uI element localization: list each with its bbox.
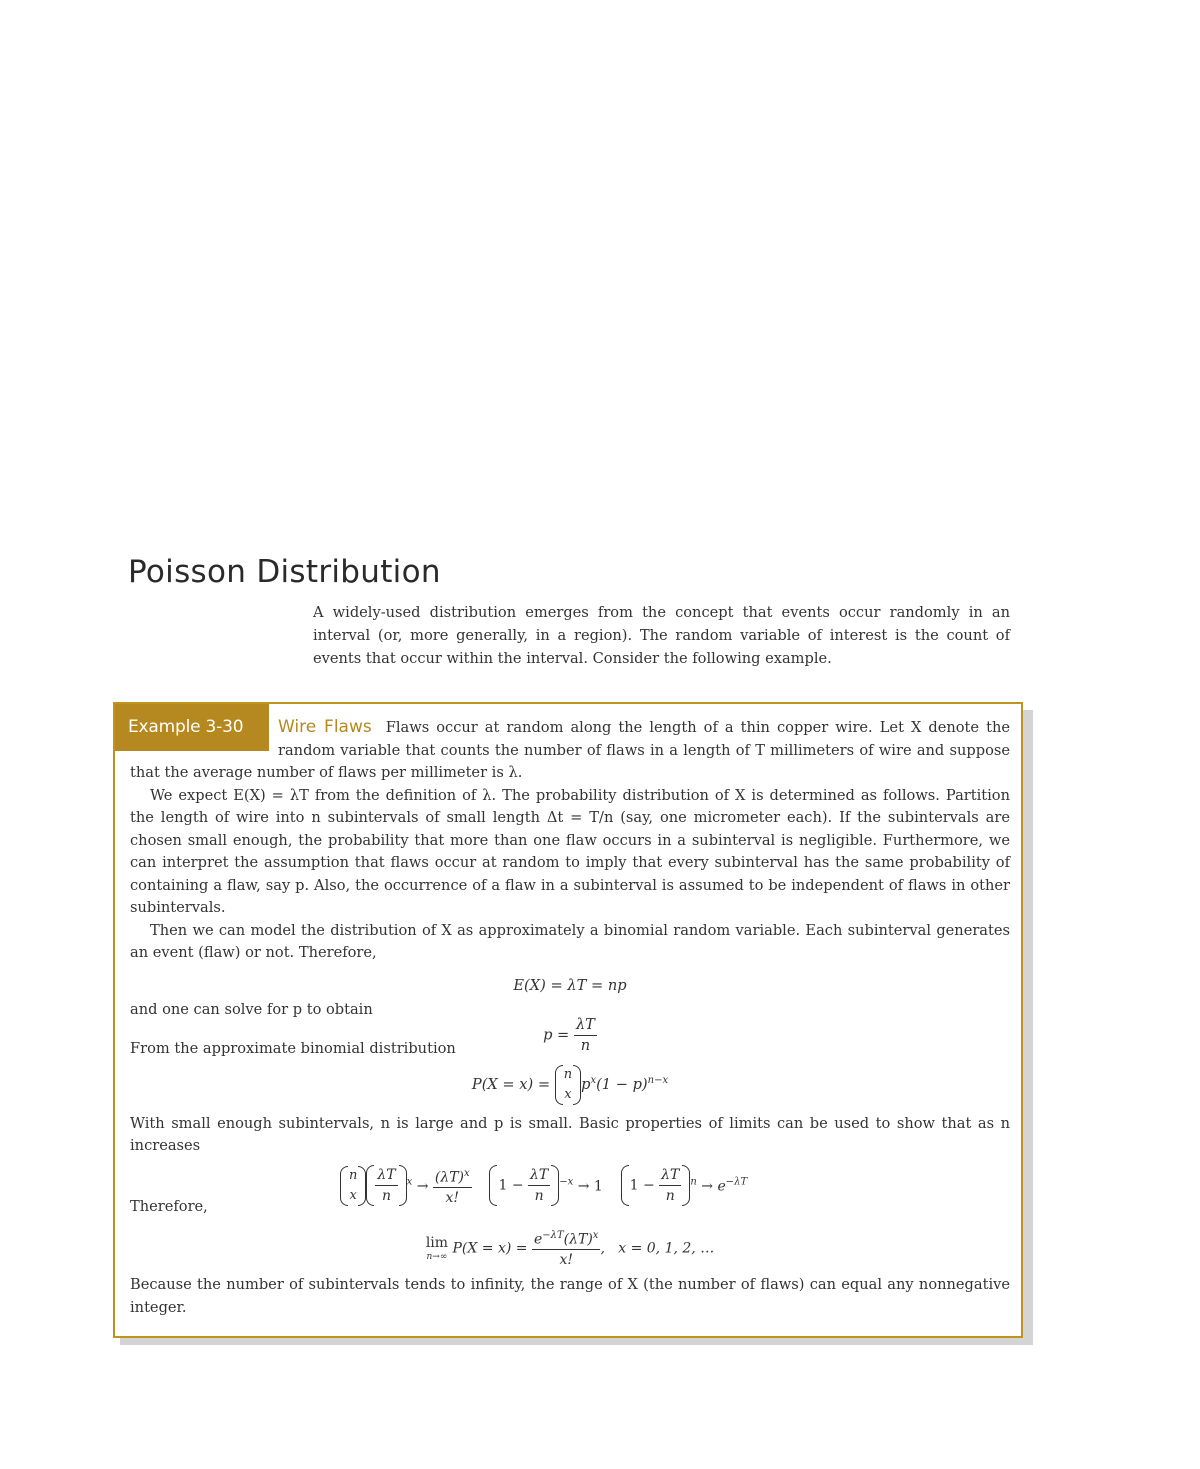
example-paragraph-5: Because the number of subintervals tends to infinity, the range of X (the number of flaws) can equal any nonnegative integer.: [130, 1276, 1010, 1316]
equation-poisson-limit: lim n→∞ P(X = x) = $\frac{e^{-\lambda T}(\lambda T)^x}{x!}$ , x = 0, 1, 2, …: [130, 1226, 1010, 1271]
text-solve-for-p: and one can solve for p to obtain: [130, 1000, 373, 1018]
intro-paragraph: A widely-used distribution emerges from the concept that events occur randomly in an interval (or, more generally, in a region). The random variable of interest is the count of events that occur within the interval. Consider the following example.: [313, 604, 1010, 667]
example-box: [113, 702, 1023, 1338]
example-tab: Example 3-30: [115, 704, 269, 751]
example-paragraph-2: We expect E(X) = λT from the definition of λ. The probability distribution of X is determined as follows. Partition the length of wire into n subintervals of small length Δt = T/n (say, one micrometer each). If the subintervals are chosen small enough, the probability that more than one flaw occurs in a subinterval is negligible. Furthermore, we can interpret the assumption that flaws occur at random to imply that every subinterval has the same probability of containing a flaw, say p. Also, the occurrence of a flaw in a subinterval is assumed to be independent of flaws in other subintervals.: [130, 786, 1010, 916]
example-paragraph-1: Wire Flaws Flaws occur at random along the length of a thin copper wire. Let X denote the random variable that counts the number of flaws in a length of T millimeters of wire and suppose that the average number of flaws per millimeter is λ.: [130, 717, 1010, 781]
example-paragraph-4: With small enough subintervals, n is large and p is small. Basic properties of limits can be used to show that as n increases: [130, 1114, 1010, 1154]
text-therefore: Therefore,: [130, 1197, 208, 1215]
equation-binomial: P(X = x) = n x $p^x(1 - p)^{n-x}$: [130, 1065, 1010, 1105]
example-body: [130, 716, 1010, 1319]
equation-expectation: E(X) = λT = np: [513, 976, 627, 994]
section-heading: Poisson Distribution: [128, 554, 441, 590]
example-title: Wire Flaws: [278, 717, 372, 737]
text-binomial: From the approximate binomial distribution: [130, 1040, 456, 1057]
example-paragraph-3: Then we can model the distribution of X as approximately a binomial random variable. Each subinterval generates an event (flaw) or not. Therefore,: [130, 921, 1010, 961]
equation-limits: n x $\frac{\lambda T}{n}$ $^x$ → $\frac{(\lambda T)^x}{x!}$ 1 − $\frac{\lambda T}{n}$ $^{-x}$ → 1 1 − $\frac{\lambda T}{n}$ $^n \to e^{-\lambda T}$: [340, 1164, 747, 1209]
limits-block: [130, 1158, 1010, 1220]
equation-p: p = $\frac{\lambda T}{n}$: [543, 1016, 595, 1054]
